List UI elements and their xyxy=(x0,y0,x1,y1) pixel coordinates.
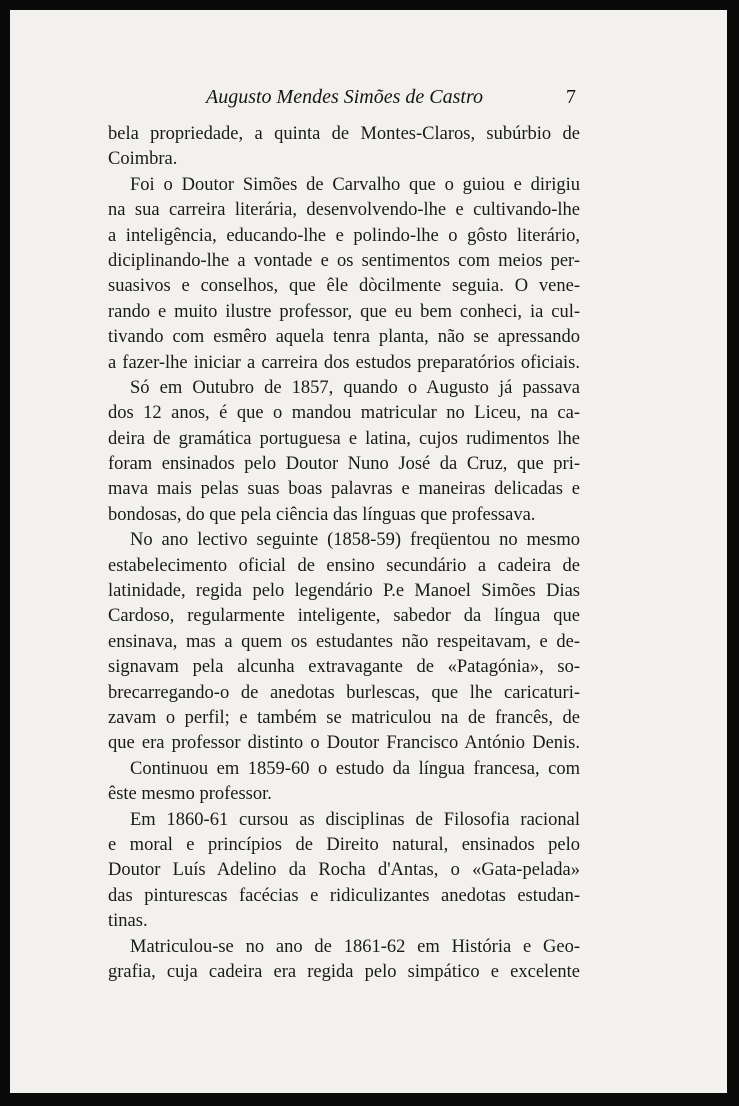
text-line: e moral e princípios de Direito natural, ensinados pelo xyxy=(108,834,580,855)
text-line: Só em Outubro de 1857, quando o Augusto já passava xyxy=(130,377,580,398)
text-line: dos 12 anos, é que o mandou matricular no Liceu, na ca- xyxy=(108,403,580,424)
text-line: Matriculou-se no ano de 1861-62 em História e Geo- xyxy=(130,936,580,957)
text-line: Coimbra. xyxy=(108,149,178,170)
text-line: das pinturescas facécias e ridiculizantes anedotas estudan- xyxy=(108,885,580,906)
text-line: diciplinando-lhe a vontade e os sentimentos com meios per- xyxy=(108,250,580,271)
text-line: êste mesmo professor. xyxy=(108,784,272,805)
page-number: 7 xyxy=(566,86,576,108)
page-header xyxy=(10,86,727,116)
text-line: foram ensinados pelo Doutor Nuno José da Cruz, que pri- xyxy=(108,454,580,475)
running-title: Augusto Mendes Simões de Castro xyxy=(206,86,484,108)
text-line: Cardoso, regularmente inteligente, sabedor da língua que xyxy=(108,606,580,627)
text-line: que era professor distinto o Doutor Francisco António Denis. xyxy=(108,733,580,754)
text-line: tivando com esmêro aquela tenra planta, não se apressando xyxy=(108,327,580,348)
text-line: No ano lectivo seguinte (1858-59) freqüentou no mesmo xyxy=(130,530,580,551)
text-line: signavam pela alcunha extravagante de «Patagónia», so- xyxy=(108,657,580,678)
text-line: ensinava, mas a quem os estudantes não respeitavam, e de- xyxy=(108,631,580,652)
text-line: Foi o Doutor Simões de Carvalho que o guiou e dirigiu xyxy=(130,174,580,195)
text-line: latinidade, regida pelo legendário P.e Manoel Simões Dias xyxy=(108,581,580,602)
text-line: grafia, cuja cadeira era regida pelo simpático e excelente xyxy=(108,961,580,982)
text-line: Doutor Luís Adelino da Rocha d'Antas, o «Gata-pelada» xyxy=(108,860,580,881)
text-line: Continuou em 1859-60 o estudo da língua francesa, com xyxy=(130,758,580,779)
text-line: bela propriedade, a quinta de Montes-Claros, subúrbio de xyxy=(108,124,580,144)
text-line: rando e muito ilustre professor, que eu bem conheci, ia cul- xyxy=(108,301,580,322)
text-line: bondosas, do que pela ciência das línguas que professava. xyxy=(108,504,536,525)
text-line: estabelecimento oficial de ensino secundário a cadeira de xyxy=(108,555,580,576)
book-page xyxy=(10,10,727,1093)
text-line: suasivos e conselhos, que êle dòcilmente seguia. O vene- xyxy=(108,276,580,297)
text-line: zavam o perfil; e também se matriculou na de francês, de xyxy=(108,707,580,728)
body-text xyxy=(108,122,580,985)
text-line: na sua carreira literária, desenvolvendo-lhe e cultivando-lhe xyxy=(108,200,580,221)
text-line: Em 1860-61 cursou as disciplinas de Filosofia racional xyxy=(130,809,580,830)
text-line: a inteligência, educando-lhe e polindo-lhe o gôsto literário, xyxy=(108,225,580,246)
text-line: a fazer-lhe iniciar a carreira dos estudos preparatórios oficiais. xyxy=(108,352,580,373)
text-line: mava mais pelas suas boas palavras e maneiras delicadas e xyxy=(108,479,580,500)
text-line: deira de gramática portuguesa e latina, cujos rudimentos lhe xyxy=(108,428,580,449)
text-line: tinas. xyxy=(108,911,148,932)
text-line: brecarregando-o de anedotas burlescas, que lhe caricaturi- xyxy=(108,682,580,703)
